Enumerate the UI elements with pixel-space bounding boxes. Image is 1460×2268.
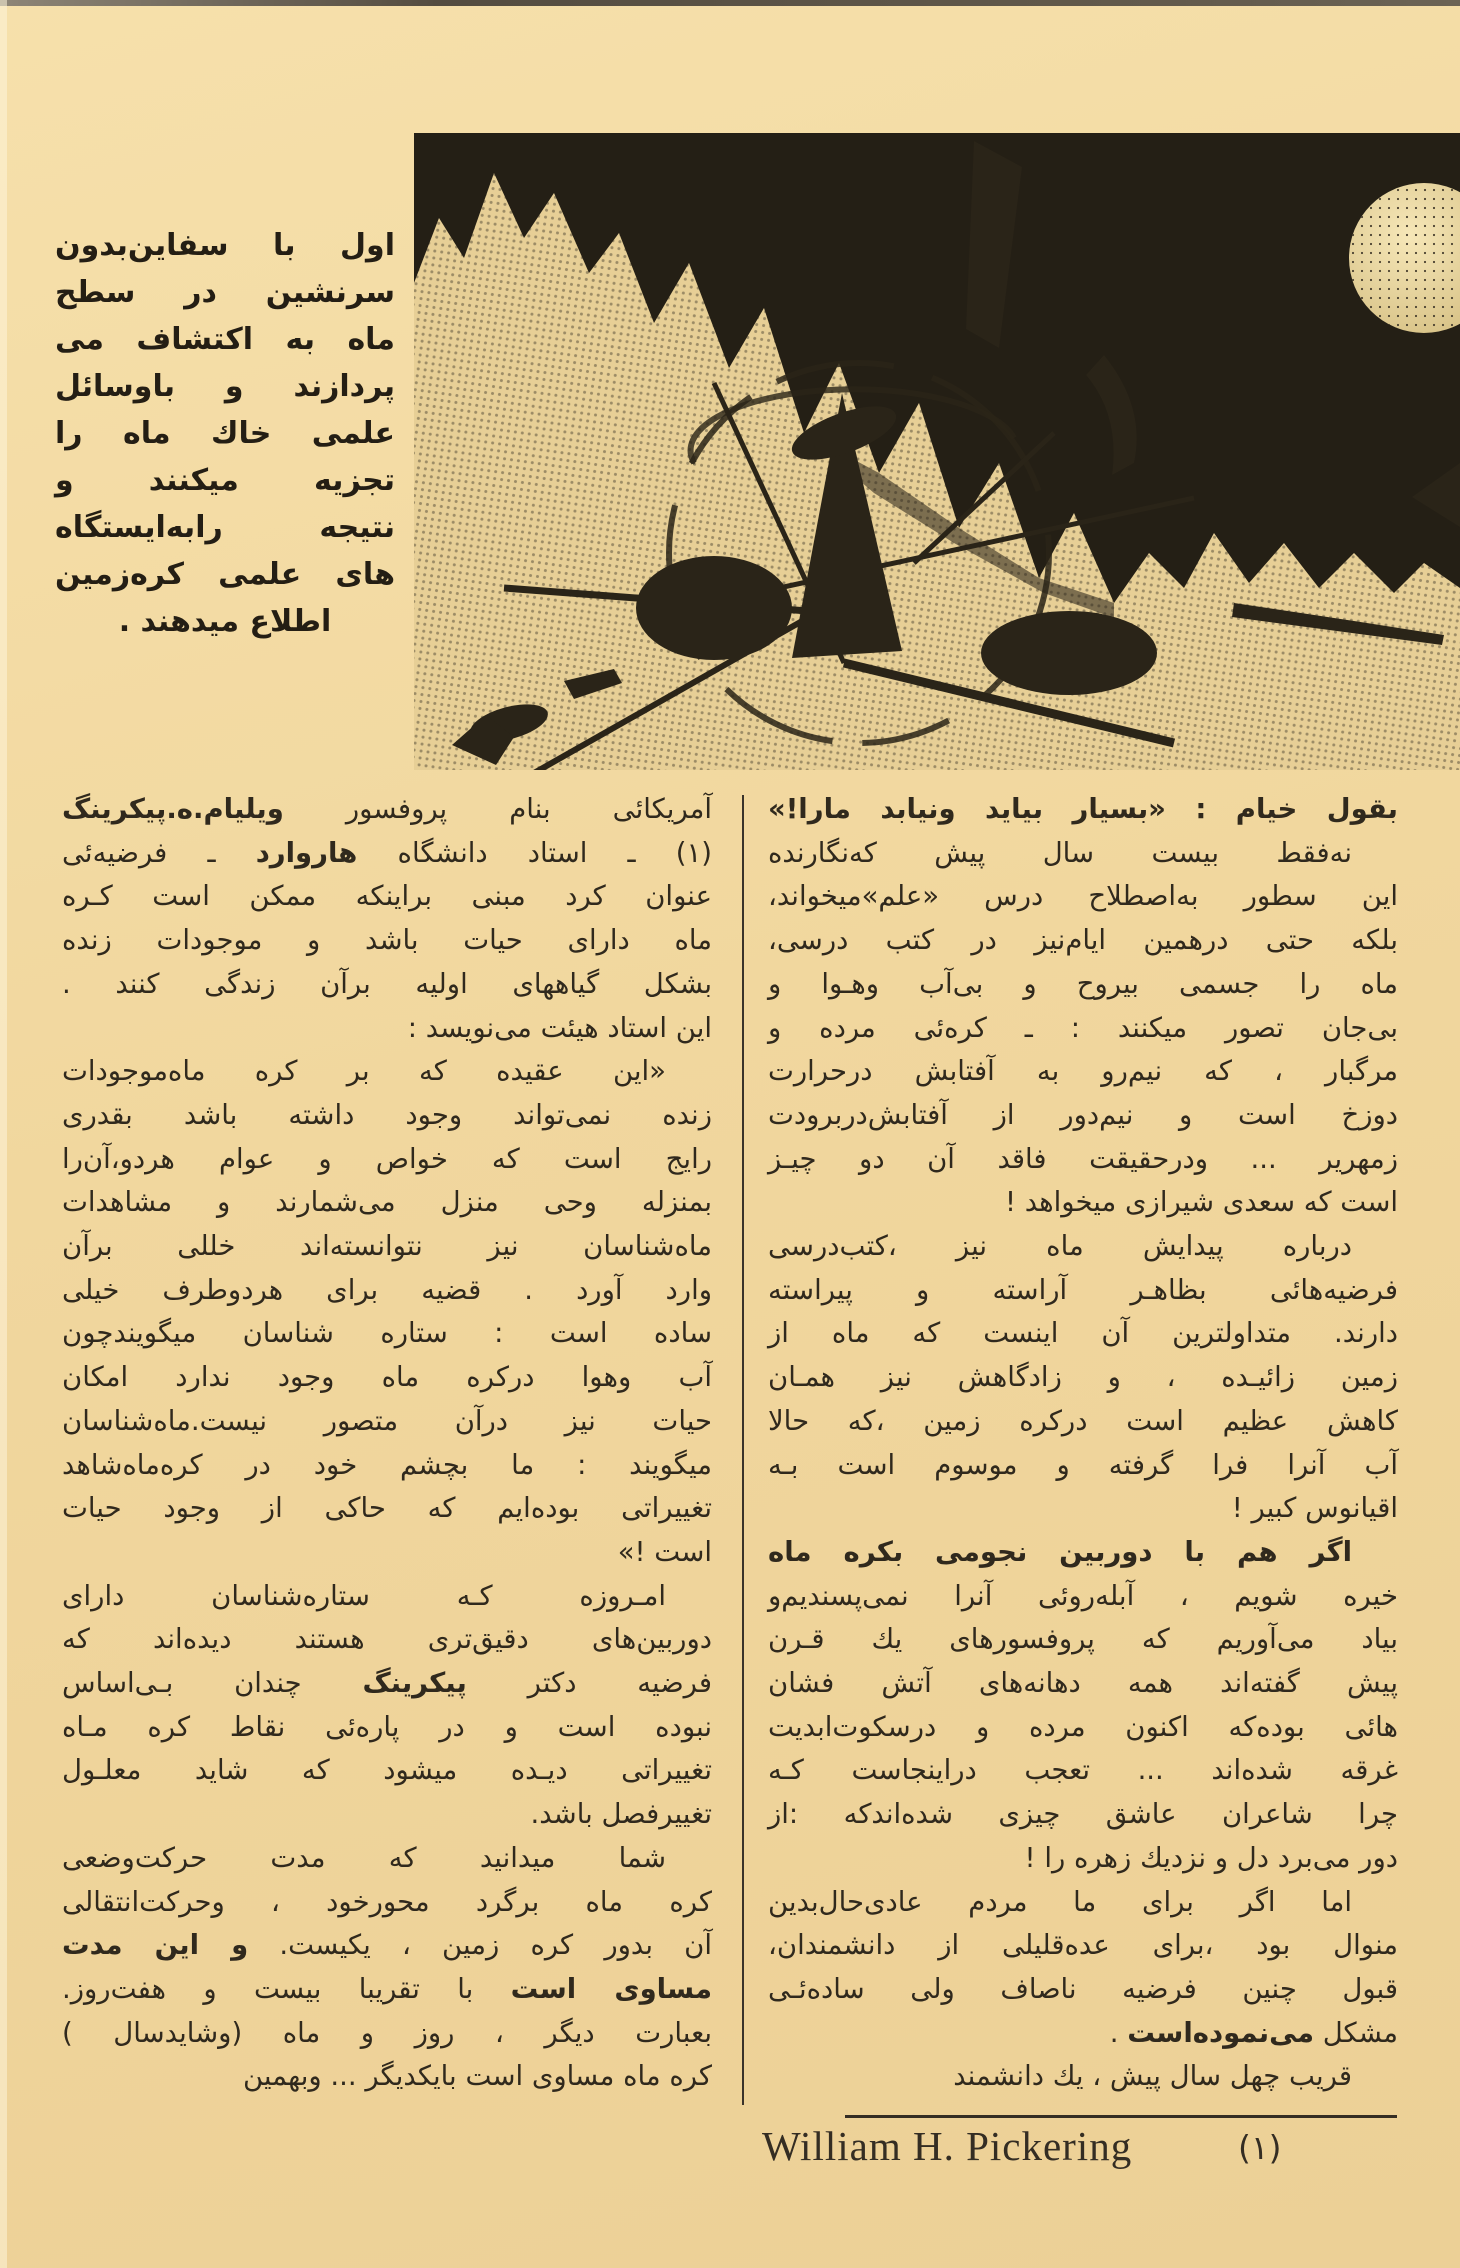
text-line (768, 788, 1398, 832)
text-line-segment: وارد آورد . قضیه برای هردوطرف خیلی (62, 1273, 712, 1306)
text-line (768, 1050, 1398, 1094)
text-line (768, 875, 1398, 919)
text-line-segment: بقول خیام : «بسیار بیاید ونیابد مارا!» (768, 793, 1398, 825)
text-line-segment: قریب چهل سال پیش ، یك دانشمند (953, 2060, 1352, 2093)
caption-line-segment: های علمی کره‌زمین (55, 557, 395, 592)
text-line (768, 1881, 1398, 1925)
column-divider-rule (742, 795, 744, 2105)
text-line-segment: کره ماه برگرد محورخود ، وحرکت‌انتقالی (62, 1885, 712, 1918)
caption-line (55, 551, 395, 598)
text-line (768, 1531, 1398, 1575)
text-line (768, 1575, 1398, 1619)
text-line-segment: عنوان کرد مبنی براینکه ممکن است کـره (62, 880, 712, 913)
text-line (768, 963, 1398, 1007)
text-line (62, 1706, 712, 1750)
caption-line-segment: اطلاع میدهند . (118, 604, 332, 639)
text-line (62, 963, 712, 1007)
text-line (768, 1662, 1398, 1706)
text-line (62, 2012, 712, 2056)
text-line (62, 1881, 712, 1925)
text-line (768, 1706, 1398, 1750)
text-line-segment: می‌نموده‌است (1127, 2016, 1314, 2049)
text-line-segment: آمریکائی بنام پروفسور (283, 793, 712, 825)
text-line-segment: نبوده است و در پاره‌ئی نقاط کره مـاه (62, 1710, 712, 1743)
text-line-segment: تغییرفصل باشد. (530, 1798, 712, 1831)
text-line-segment: شما میدانید که مدت حرکت‌وضعی (62, 1841, 666, 1874)
text-line (62, 875, 712, 919)
caption-line (55, 316, 395, 363)
text-line (768, 1837, 1398, 1881)
text-line-segment: پیکرینگ (362, 1667, 467, 1700)
caption-line-segment: ماه به اکتشاف می (55, 322, 395, 357)
text-line (62, 1138, 712, 1182)
caption-line-segment: علمی خاك ماه را (55, 416, 395, 451)
text-line (768, 2055, 1398, 2099)
text-line-segment: میگویند : ما بچشم خود در کره‌ماه‌شاهد (62, 1448, 712, 1481)
text-line-segment: آب وهوا درکره ماه وجود ندارد امکان (62, 1361, 712, 1394)
text-line-segment: دوزخ است و نیم‌دور از آفتابش‌دربرودت (768, 1098, 1398, 1131)
text-line-segment: منوال بود ،برای عده‌قلیلی از دانشمندان، (768, 1929, 1398, 1962)
text-line-segment: تغییراتی دیـده میشود که شاید معلـول (62, 1754, 712, 1787)
text-line-segment: است که سعدی شیرازی میخواهد ! (1004, 1186, 1398, 1219)
caption-line (55, 363, 395, 410)
lunar-lander-illustration (414, 133, 1460, 770)
text-line-segment: نه‌فقط بیست سال پیش که‌نگارنده (768, 836, 1352, 869)
article-column-left (62, 788, 712, 2099)
text-line-segment: چندان بـی‌اساس (62, 1667, 363, 1700)
caption-line (55, 457, 395, 504)
text-line-segment: و این مدت (62, 1929, 249, 1962)
text-line (768, 1749, 1398, 1793)
scan-top-edge (0, 0, 1460, 6)
text-line (62, 1269, 712, 1313)
caption-line (55, 269, 395, 316)
text-line-segment: دوربین‌های دقیق‌تری هستند دیده‌اند که (62, 1623, 712, 1656)
text-line-segment: هاروارد (255, 836, 358, 869)
text-line (62, 1924, 712, 1968)
text-line (62, 1050, 712, 1094)
text-line-segment: اقیانوس کبیر ! (1231, 1492, 1398, 1525)
text-line (768, 1181, 1398, 1225)
text-line-segment: غرقه شده‌اند ... تعجب دراینجاست کـه (768, 1754, 1398, 1787)
text-line (62, 2055, 712, 2099)
text-line (768, 1007, 1398, 1051)
text-line-segment: درباره پیدایش ماه نیز ،کتب‌درسی (768, 1230, 1352, 1263)
text-line (768, 1138, 1398, 1182)
text-line (768, 1400, 1398, 1444)
text-line-segment: دور می‌برد دل و نزدیك زهره را ! (1024, 1841, 1398, 1874)
text-line-segment: ویلیام.ه.پیکرینگ (62, 793, 284, 825)
text-line-segment: فرضیه دکتر (466, 1667, 712, 1700)
text-line (768, 919, 1398, 963)
text-line (768, 1924, 1398, 1968)
photo-caption (55, 222, 395, 645)
text-line (62, 1575, 712, 1619)
text-line (768, 1487, 1398, 1531)
text-line-segment: خیره شویم ، آبله‌روئی آنرا نمی‌پسندیم‌و (768, 1579, 1398, 1612)
text-line (62, 1181, 712, 1225)
text-line (62, 832, 712, 876)
text-line (62, 1444, 712, 1488)
text-line-segment: کاهش عظیم است درکره زمین ،که حالا (768, 1404, 1398, 1437)
footnote-author-name: William H. Pickering (762, 2123, 1133, 2169)
text-line-segment: قبول چنین فرضیه ناصاف ولی ساده‌ئـی (768, 1972, 1398, 2005)
text-line-segment: بعبارت دیگر ، روز و ماه (وشایدسال ) (62, 2016, 712, 2049)
footnote-rule (845, 2115, 1397, 2118)
caption-line-segment: تجزیه میکنند و (55, 463, 395, 498)
caption-line-segment: نتیجه رابه‌ایستگاه (55, 510, 395, 545)
text-line (768, 1312, 1398, 1356)
text-line (62, 1094, 712, 1138)
caption-line (55, 504, 395, 551)
text-line-segment: (۱) ـ استاد دانشگاه (357, 836, 713, 869)
text-line (62, 1225, 712, 1269)
text-line (62, 1968, 712, 2012)
text-line (62, 788, 712, 832)
text-line-segment: رایج است که خواص و عوام هردو،آن‌را (62, 1142, 712, 1175)
text-line-segment: ماه را جسمی بیروح و بی‌آب وهـوا و (768, 967, 1398, 1000)
text-line (62, 1793, 712, 1837)
text-line-segment: بیاد می‌آوریم که پروفسورهای یك قـرن (768, 1623, 1398, 1656)
text-line-segment: . (1109, 2016, 1128, 2049)
scan-left-edge (0, 0, 7, 2268)
text-line-segment: «این عقیده که بر کره ماه‌موجودات (62, 1055, 666, 1088)
text-line-segment: فرضیه‌هائی بظاهـر آراسته و پیراسته (768, 1273, 1398, 1306)
text-line (62, 919, 712, 963)
text-line (62, 1618, 712, 1662)
text-line-segment: مشکل (1313, 2016, 1398, 2049)
lunar-lander-photo (414, 133, 1460, 770)
text-line-segment: زمهریر ... ودرحقیقت فاقد آن دو چیـز (768, 1142, 1398, 1175)
text-line (768, 1225, 1398, 1269)
text-line-segment: این سطور به‌اصطلاح درس «علم»میخواند، (768, 880, 1398, 913)
caption-line-segment: اول با سفاین‌بدون (55, 228, 395, 263)
text-line-segment: امـروزه کـه ستاره‌شناسان دارای (62, 1579, 666, 1612)
text-line (62, 1749, 712, 1793)
text-line-segment: اگر هم با دوربین نجومی بکره ماه (768, 1535, 1352, 1568)
text-line-segment: با تقریبا بیست و هفت‌روز. (62, 1972, 511, 2005)
text-line-segment: بلکه حتی درهمین ایام‌نیز در کتب درسی، (768, 924, 1398, 957)
text-line (768, 1269, 1398, 1313)
text-line-segment: دارند. متداولترین آن اینست که ماه از (768, 1317, 1398, 1350)
text-line-segment: حیات نیز درآن متصور نیست.ماه‌شناسان (62, 1404, 712, 1437)
text-line (62, 1662, 712, 1706)
text-line (768, 1793, 1398, 1837)
text-line (62, 1400, 712, 1444)
text-line (62, 1007, 712, 1051)
text-line-segment: پیش گفته‌اند همه دهانه‌های آتش فشان (768, 1667, 1398, 1700)
caption-line-segment: سرنشین در سطح (55, 275, 395, 310)
text-line-segment: این استاد هیئت می‌نویسد : (407, 1011, 712, 1044)
text-line (768, 1094, 1398, 1138)
text-line (62, 1837, 712, 1881)
caption-line (55, 222, 395, 269)
text-line-segment: ساده است : ستاره شناسان میگویندچون (62, 1317, 712, 1350)
text-line (62, 1487, 712, 1531)
text-line-segment: بشکل گیاههای اولیه برآن زندگی کنند . (62, 967, 712, 1000)
caption-line-segment: پردازند و باوسائل (55, 369, 395, 404)
page-number: (۱) (1238, 2128, 1282, 2167)
text-line-segment: ماه دارای حیات باشد و موجودات زنده (62, 924, 712, 957)
text-line (768, 832, 1398, 876)
text-line-segment: زنده نمی‌تواند وجود داشته باشد بقدری (62, 1098, 712, 1131)
text-line-segment: زمین زائیـده ، و زادگاهش نیز همـان (768, 1361, 1398, 1394)
text-line-segment: تغییراتی بوده‌ایم که حاکی از وجود حیات (62, 1492, 712, 1525)
text-line-segment: ـ فرضیه‌ئی (62, 836, 256, 869)
text-line (768, 2012, 1398, 2056)
text-line-segment: چرا شاعران عاشق چیزی شده‌اندکه :از (768, 1798, 1398, 1831)
text-line-segment: بی‌جان تصور میکنند : ـ کره‌ئی مرده و (768, 1011, 1398, 1044)
text-line-segment: اما اگر برای ما مردم عادی‌حال‌بدین (768, 1885, 1352, 1918)
text-line-segment: هائی بوده‌که اکنون مرده و درسکوت‌ابدیت (768, 1710, 1398, 1743)
text-line-segment: است !» (617, 1535, 712, 1568)
text-line (768, 1968, 1398, 2012)
text-line-segment: آب آنرا فرا گرفته و موسوم است بـه (768, 1448, 1398, 1481)
text-line-segment: بمنزله وحی منزل می‌شمارند و مشاهدات (62, 1186, 712, 1219)
text-line-segment: ماه‌شناسان نیز نتوانسته‌اند خللی برآن (62, 1230, 712, 1263)
text-line (768, 1444, 1398, 1488)
text-line-segment: آن بدور کره زمین ، یکیست. (248, 1929, 712, 1962)
caption-line (55, 598, 395, 645)
text-line (768, 1618, 1398, 1662)
text-line (768, 1356, 1398, 1400)
text-line (62, 1312, 712, 1356)
text-line-segment: مساوی است (510, 1972, 713, 2005)
text-line (62, 1531, 712, 1575)
text-line (62, 1356, 712, 1400)
article-column-right (768, 788, 1398, 2099)
caption-line (55, 410, 395, 457)
text-line-segment: کره ماه مساوی است بایکدیگر ... وبهمین (242, 2060, 712, 2093)
text-line-segment: مرگبار ، که نیم‌رو به آفتابش درحرارت (768, 1055, 1398, 1088)
